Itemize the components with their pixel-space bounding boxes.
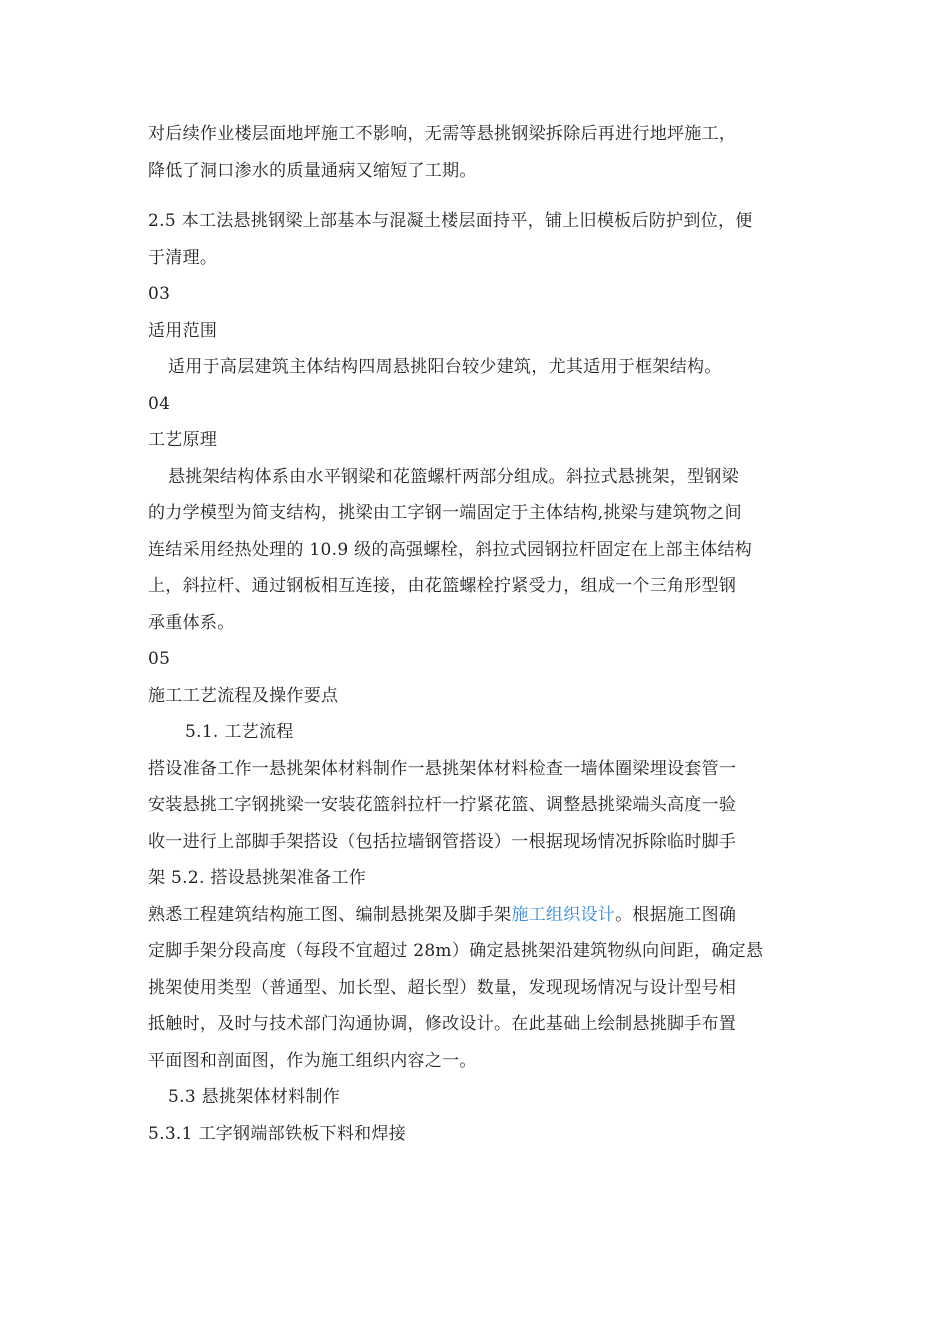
paragraph-line: 承重体系。 <box>148 612 235 633</box>
paragraph-line: 定脚手架分段高度（每段不宜超过 28m）确定悬挑架沿建筑物纵向间距，确定悬 <box>148 941 764 961</box>
paragraph-line: 收一进行上部脚手架搭设（包括拉墙钢管搭设）一根据现场情况拆除临时脚手 <box>148 831 737 852</box>
paragraph-line: 的力学模型为简支结构，挑梁由工字钢一端固定于主体结构,挑梁与建筑物之间 <box>148 503 742 523</box>
subsection-heading: 5.3 悬挑架体材料制作 <box>168 1087 341 1107</box>
section-heading: 工艺原理 <box>148 430 218 450</box>
subsection-heading: 5.3.1 工字钢端部铁板下料和焊接 <box>148 1123 407 1144</box>
section-number: 03 <box>148 284 171 304</box>
paragraph-line <box>148 897 808 934</box>
paragraph-line: 于清理。 <box>148 247 218 268</box>
paragraph-line: 抵触时，及时与技术部门沟通协调，修改设计。在此基础上绘制悬挑脚手布置 <box>148 1014 737 1034</box>
paragraph-line: 平面图和剖面图，作为施工组织内容之一。 <box>148 1050 477 1071</box>
document-body <box>148 116 808 1152</box>
paragraph-line: 架 5.2. 搭设悬挑架准备工作 <box>148 868 367 888</box>
paragraph-text: 熟悉工程建筑结构施工图、编制悬挑架及脚手架 <box>148 904 512 925</box>
section-number: 04 <box>148 393 171 414</box>
paragraph-line: 适用于高层建筑主体结构四周悬挑阳台较少建筑，尤其适用于框架结构。 <box>168 357 722 377</box>
subsection-heading: 5.1. 工艺流程 <box>185 722 294 742</box>
paragraph-line: 上，斜拉杆、通过钢板相互连接，由花篮螺栓拧紧受力，组成一个三角形型钢 <box>148 576 737 596</box>
section-heading: 适用范围 <box>148 320 218 341</box>
paragraph-line: 2.5 本工法悬挑钢梁上部基本与混凝土楼层面持平，铺上旧模板后防护到位，便 <box>148 211 753 231</box>
paragraph-text: 。根据施工图确 <box>615 904 737 925</box>
section-heading: 施工工艺流程及操作要点 <box>148 685 339 706</box>
construction-design-link[interactable]: 施工组织设计 <box>511 904 616 925</box>
paragraph-line: 挑架使用类型（普通型、加长型、超长型）数量，发现现场情况与设计型号相 <box>148 977 737 998</box>
section-number: 05 <box>148 649 171 669</box>
paragraph-line: 连结采用经热处理的 10.9 级的高强螺栓，斜拉式园钢拉杆固定在上部主体结构 <box>148 539 753 560</box>
paragraph-line: 对后续作业楼层面地坪施工不影响，无需等悬挑钢梁拆除后再进行地坪施工， <box>148 124 737 144</box>
paragraph-line: 降低了洞口渗水的质量通病又缩短了工期。 <box>148 160 477 181</box>
paragraph-line: 安装悬挑工字钢挑梁一安装花篮斜拉杆一拧紧花篮、调整悬挑梁端头高度一验 <box>148 795 737 815</box>
paragraph-line: 悬挑架结构体系由水平钢梁和花篮螺杆两部分组成。斜拉式悬挑架，型钢梁 <box>168 466 739 487</box>
paragraph-gap <box>148 189 808 203</box>
paragraph-line: 搭设准备工作一悬挑架体材料制作一悬挑架体材料检查一墙体圈梁埋设套管一 <box>148 758 737 779</box>
